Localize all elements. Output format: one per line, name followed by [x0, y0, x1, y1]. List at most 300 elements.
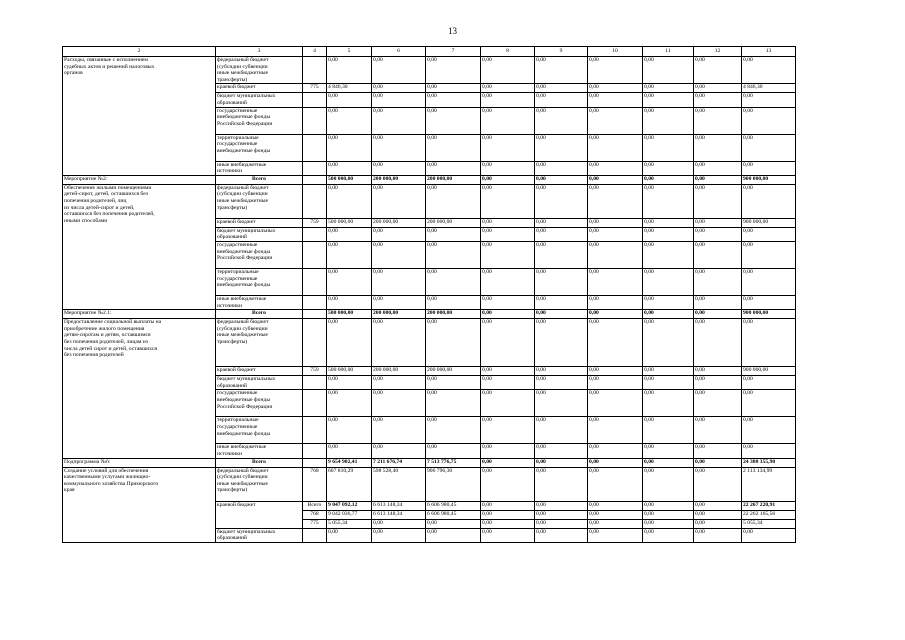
total-label-cell: Всего — [216, 175, 303, 184]
value-cell: 0,00 — [535, 184, 588, 218]
value-cell: 0,00 — [588, 376, 643, 390]
value-cell: 0,00 — [481, 241, 535, 268]
value-cell: 0,00 — [327, 295, 372, 309]
funding-source-cell: иные внебюджетные источники — [216, 161, 303, 175]
value-cell: 500 000,00 — [327, 175, 372, 184]
value-cell: 0,00 — [535, 390, 588, 417]
value-cell: 0,00 — [426, 376, 481, 390]
value-cell: 900 000,00 — [742, 175, 796, 184]
table-row — [63, 319, 796, 367]
funding-source-cell: территориальные государственные внебюджетные фонды — [216, 134, 303, 161]
value-cell: 200 000,00 — [372, 175, 426, 184]
value-cell: 0,00 — [535, 367, 588, 376]
value-cell: 0,00 — [426, 241, 481, 268]
program-name-cell: Создание условий для обеспечения качественными услугами жилищно- коммунального хозяйства Приморского края — [63, 467, 216, 542]
value-cell: 0,00 — [588, 458, 643, 467]
value-cell: 0,00 — [535, 501, 588, 510]
value-cell: 200 000,00 — [426, 367, 481, 376]
value-cell: 0,00 — [588, 227, 643, 241]
value-cell: 0,00 — [481, 268, 535, 295]
value-cell: 0,00 — [742, 107, 796, 134]
value-cell: 0,00 — [481, 107, 535, 134]
value-cell: 0,00 — [742, 528, 796, 542]
value-cell: 0,00 — [372, 134, 426, 161]
value-cell: 0,00 — [588, 134, 643, 161]
value-cell: 0,00 — [643, 367, 694, 376]
value-cell: 0,00 — [426, 57, 481, 84]
value-cell: 0,00 — [535, 241, 588, 268]
code-cell — [303, 376, 327, 390]
code-cell — [303, 319, 327, 367]
header-cell: 9 — [535, 47, 588, 57]
header-cell: 7 — [426, 47, 481, 57]
value-cell: 0,00 — [481, 161, 535, 175]
value-cell: 0,00 — [694, 93, 742, 107]
value-cell: 0,00 — [327, 93, 372, 107]
value-cell: 0,00 — [643, 161, 694, 175]
value-cell: 0,00 — [694, 310, 742, 319]
value-cell: 0,00 — [694, 227, 742, 241]
value-cell: 0,00 — [426, 319, 481, 367]
value-cell: 598 528,40 — [372, 467, 426, 501]
value-cell: 0,00 — [535, 93, 588, 107]
value-cell: 0,00 — [694, 417, 742, 444]
value-cell: 0,00 — [694, 519, 742, 528]
value-cell: 0,00 — [535, 519, 588, 528]
program-name-cell: Мероприятие №2.1: — [63, 310, 216, 319]
funding-source-cell: федеральный бюджет (субсидии субвенции иные межбюджетные трансферты) — [216, 184, 303, 218]
value-cell: 0,00 — [742, 444, 796, 458]
code-cell — [303, 417, 327, 444]
value-cell: 0,00 — [481, 295, 535, 309]
value-cell: 0,00 — [535, 218, 588, 227]
value-cell: 0,00 — [694, 319, 742, 367]
value-cell: 0,00 — [535, 134, 588, 161]
value-cell: 0,00 — [588, 319, 643, 367]
value-cell: 0,00 — [372, 295, 426, 309]
value-cell: 0,00 — [372, 268, 426, 295]
value-cell: 0,00 — [588, 367, 643, 376]
code-cell — [303, 184, 327, 218]
funding-source-cell: территориальные государственные внебюджетные фонды — [216, 417, 303, 444]
funding-source-cell: иные внебюджетные источники — [216, 444, 303, 458]
value-cell: 0,00 — [588, 417, 643, 444]
value-cell: 0,00 — [742, 295, 796, 309]
funding-source-cell: иные внебюджетные источники — [216, 295, 303, 309]
funding-source-cell: бюджет муниципальных образований — [216, 528, 303, 542]
value-cell: 0,00 — [643, 510, 694, 519]
code-cell: 775 — [303, 84, 327, 93]
code-cell: 759 — [303, 367, 327, 376]
value-cell: 0,00 — [535, 175, 588, 184]
value-cell: 0,00 — [372, 57, 426, 84]
value-cell: 0,00 — [694, 467, 742, 501]
value-cell: 0,00 — [372, 417, 426, 444]
value-cell: 0,00 — [535, 161, 588, 175]
value-cell: 0,00 — [535, 310, 588, 319]
value-cell: 0,00 — [588, 295, 643, 309]
funding-source-cell: краевой бюджет — [216, 84, 303, 93]
value-cell: 0,00 — [742, 390, 796, 417]
code-cell — [303, 93, 327, 107]
funding-source-cell: бюджет муниципальных образований — [216, 376, 303, 390]
program-name-cell: Подпрограмма №6: — [63, 458, 216, 467]
value-cell: 0,00 — [742, 134, 796, 161]
budget-table — [62, 46, 796, 543]
code-cell — [303, 458, 327, 467]
value-cell: 200 000,00 — [426, 310, 481, 319]
value-cell: 0,00 — [481, 376, 535, 390]
value-cell: 500 000,00 — [327, 218, 372, 227]
funding-source-cell: краевой бюджет — [216, 501, 303, 528]
value-cell: 900 000,00 — [742, 367, 796, 376]
code-cell — [303, 175, 327, 184]
value-cell: 0,00 — [372, 161, 426, 175]
code-cell — [303, 390, 327, 417]
value-cell: 0,00 — [535, 107, 588, 134]
value-cell: 0,00 — [742, 161, 796, 175]
value-cell: 0,00 — [643, 134, 694, 161]
table-row — [63, 184, 796, 218]
value-cell: 0,00 — [588, 218, 643, 227]
code-cell: 768 — [303, 510, 327, 519]
code-cell: 768 — [303, 467, 327, 501]
value-cell: 0,00 — [327, 241, 372, 268]
header-row — [63, 47, 796, 57]
value-cell: 0,00 — [643, 458, 694, 467]
value-cell: 0,00 — [481, 510, 535, 519]
value-cell: 0,00 — [426, 84, 481, 93]
table-row — [63, 57, 796, 84]
value-cell: 0,00 — [643, 467, 694, 501]
code-cell — [303, 57, 327, 84]
value-cell: 22 262 165,56 — [742, 510, 796, 519]
funding-source-cell: государственные внебюджетные фонды Российской Федерации — [216, 390, 303, 417]
value-cell: 0,00 — [742, 93, 796, 107]
table-row — [63, 458, 796, 467]
value-cell: 0,00 — [588, 444, 643, 458]
value-cell: 0,00 — [643, 295, 694, 309]
funding-source-cell: краевой бюджет — [216, 218, 303, 227]
value-cell: 0,00 — [481, 417, 535, 444]
value-cell: 0,00 — [742, 376, 796, 390]
value-cell: 0,00 — [643, 501, 694, 510]
value-cell: 0,00 — [694, 268, 742, 295]
value-cell: 0,00 — [372, 319, 426, 367]
value-cell: 0,00 — [588, 184, 643, 218]
value-cell: 0,00 — [588, 467, 643, 501]
code-cell — [303, 107, 327, 134]
value-cell: 0,00 — [535, 319, 588, 367]
value-cell: 0,00 — [426, 519, 481, 528]
value-cell: 7 211 676,74 — [372, 458, 426, 467]
value-cell: 0,00 — [372, 241, 426, 268]
header-cell: 12 — [694, 47, 742, 57]
value-cell: 0,00 — [481, 218, 535, 227]
value-cell: 9 047 092,12 — [327, 501, 372, 510]
value-cell: 0,00 — [426, 417, 481, 444]
value-cell: 0,00 — [372, 227, 426, 241]
value-cell: 0,00 — [643, 390, 694, 417]
value-cell: 0,00 — [535, 458, 588, 467]
value-cell: 0,00 — [327, 268, 372, 295]
value-cell: 0,00 — [535, 528, 588, 542]
value-cell: 0,00 — [643, 310, 694, 319]
value-cell: 0,00 — [535, 467, 588, 501]
value-cell: 0,00 — [426, 227, 481, 241]
code-cell: Всего — [303, 501, 327, 510]
value-cell: 0,00 — [742, 184, 796, 218]
value-cell: 0,00 — [481, 444, 535, 458]
value-cell: 200 000,00 — [372, 218, 426, 227]
value-cell: 200 000,00 — [372, 310, 426, 319]
value-cell: 0,00 — [426, 444, 481, 458]
funding-source-cell: бюджет муниципальных образований — [216, 227, 303, 241]
value-cell: 0,00 — [643, 227, 694, 241]
value-cell: 0,00 — [694, 218, 742, 227]
value-cell: 0,00 — [372, 184, 426, 218]
value-cell: 0,00 — [372, 84, 426, 93]
value-cell: 0,00 — [372, 376, 426, 390]
value-cell: 24 380 355,90 — [742, 458, 796, 467]
header-cell: 6 — [372, 47, 426, 57]
value-cell: 0,00 — [481, 458, 535, 467]
value-cell: 607 810,29 — [327, 467, 372, 501]
value-cell: 0,00 — [643, 218, 694, 227]
header-cell: 10 — [588, 47, 643, 57]
value-cell: 0,00 — [327, 161, 372, 175]
value-cell: 0,00 — [481, 93, 535, 107]
value-cell: 0,00 — [694, 458, 742, 467]
funding-source-cell: государственные внебюджетные фонды Российской Федерации — [216, 241, 303, 268]
code-cell — [303, 134, 327, 161]
value-cell: 200 000,00 — [426, 218, 481, 227]
value-cell: 0,00 — [588, 241, 643, 268]
value-cell: 22 267 220,91 — [742, 501, 796, 510]
value-cell: 0,00 — [694, 161, 742, 175]
value-cell: 0,00 — [535, 510, 588, 519]
value-cell: 0,00 — [535, 295, 588, 309]
page-number: 13 — [448, 26, 457, 36]
program-name-cell: Мероприятие №2: — [63, 175, 216, 184]
value-cell: 0,00 — [327, 390, 372, 417]
value-cell: 6 613 148,34 — [372, 510, 426, 519]
header-cell: 5 — [327, 47, 372, 57]
value-cell: 0,00 — [481, 134, 535, 161]
value-cell: 0,00 — [588, 84, 643, 93]
program-name-cell: Обеспечение жилыми помещениями детей-сирот, детей, оставшихся без попечения родителей, лиц из числа детей-сирот и детей, оставшихся без попечения родителей, иными способами — [63, 184, 216, 309]
value-cell: 500 000,00 — [327, 310, 372, 319]
code-cell — [303, 310, 327, 319]
total-label-cell: Всего — [216, 310, 303, 319]
value-cell: 0,00 — [588, 390, 643, 417]
value-cell: 6 613 148,34 — [372, 501, 426, 510]
code-cell — [303, 528, 327, 542]
value-cell: 0,00 — [372, 444, 426, 458]
value-cell: 0,00 — [742, 241, 796, 268]
value-cell: 0,00 — [426, 184, 481, 218]
value-cell: 0,00 — [481, 184, 535, 218]
code-cell — [303, 444, 327, 458]
total-label-cell: Всего — [216, 458, 303, 467]
code-cell — [303, 268, 327, 295]
header-cell: 13 — [742, 47, 796, 57]
value-cell: 0,00 — [742, 57, 796, 84]
value-cell: 0,00 — [588, 161, 643, 175]
code-cell: 759 — [303, 218, 327, 227]
value-cell: 0,00 — [426, 390, 481, 417]
value-cell: 0,00 — [481, 319, 535, 367]
value-cell: 0,00 — [643, 184, 694, 218]
value-cell: 0,00 — [643, 319, 694, 367]
header-cell: 8 — [481, 47, 535, 57]
table-row — [63, 310, 796, 319]
value-cell: 0,00 — [694, 241, 742, 268]
value-cell: 200 000,00 — [426, 175, 481, 184]
value-cell: 0,00 — [481, 57, 535, 84]
value-cell: 0,00 — [372, 107, 426, 134]
code-cell — [303, 295, 327, 309]
value-cell: 4 846,30 — [327, 84, 372, 93]
value-cell: 0,00 — [327, 444, 372, 458]
value-cell: 0,00 — [426, 268, 481, 295]
value-cell: 0,00 — [327, 184, 372, 218]
value-cell: 0,00 — [426, 528, 481, 542]
value-cell: 0,00 — [643, 528, 694, 542]
program-name-cell: Расходы, связанные с исполнением судебных актов и решений налоговых органов — [63, 57, 216, 176]
value-cell: 900 000,00 — [742, 218, 796, 227]
funding-source-cell: краевой бюджет — [216, 367, 303, 376]
value-cell: 0,00 — [481, 227, 535, 241]
funding-source-cell: федеральный бюджет (субсидии субвенции иные межбюджетные трансферты) — [216, 319, 303, 367]
value-cell: 0,00 — [481, 467, 535, 501]
value-cell: 0,00 — [327, 227, 372, 241]
value-cell: 0,00 — [643, 93, 694, 107]
value-cell: 0,00 — [535, 57, 588, 84]
program-name-cell: Предоставление социальной выплаты на приобретение жилого помещения детям-сиротам и детям, оставшимся без попечения родителей, лицам из числа детей сирот и детей, оставшихся без попечения родителей — [63, 319, 216, 458]
value-cell: 6 606 980,45 — [426, 510, 481, 519]
table-row — [63, 175, 796, 184]
value-cell: 0,00 — [742, 268, 796, 295]
value-cell: 0,00 — [742, 227, 796, 241]
value-cell: 0,00 — [643, 175, 694, 184]
header-cell: 4 — [303, 47, 327, 57]
code-cell: 775 — [303, 519, 327, 528]
value-cell: 0,00 — [481, 519, 535, 528]
value-cell: 0,00 — [643, 519, 694, 528]
value-cell: 0,00 — [481, 310, 535, 319]
value-cell: 0,00 — [481, 528, 535, 542]
value-cell: 0,00 — [535, 84, 588, 93]
value-cell: 0,00 — [327, 107, 372, 134]
value-cell: 0,00 — [588, 528, 643, 542]
value-cell: 906 796,30 — [426, 467, 481, 501]
value-cell: 0,00 — [643, 241, 694, 268]
value-cell: 0,00 — [426, 93, 481, 107]
value-cell: 0,00 — [535, 376, 588, 390]
value-cell: 0,00 — [535, 444, 588, 458]
value-cell: 0,00 — [426, 107, 481, 134]
value-cell: 0,00 — [643, 84, 694, 93]
value-cell: 0,00 — [372, 93, 426, 107]
value-cell: 0,00 — [327, 134, 372, 161]
value-cell: 0,00 — [694, 134, 742, 161]
funding-source-cell: государственные внебюджетные фонды Российской Федерации — [216, 107, 303, 134]
value-cell: 0,00 — [372, 519, 426, 528]
value-cell: 0,00 — [588, 501, 643, 510]
value-cell: 0,00 — [742, 417, 796, 444]
value-cell: 0,00 — [588, 107, 643, 134]
value-cell: 0,00 — [535, 417, 588, 444]
value-cell: 0,00 — [694, 390, 742, 417]
value-cell: 0,00 — [327, 57, 372, 84]
value-cell: 5 055,34 — [327, 519, 372, 528]
value-cell: 0,00 — [643, 376, 694, 390]
value-cell: 9 042 036,77 — [327, 510, 372, 519]
header-cell: 11 — [643, 47, 694, 57]
value-cell: 0,00 — [742, 319, 796, 367]
value-cell: 0,00 — [588, 175, 643, 184]
value-cell: 5 055,34 — [742, 519, 796, 528]
value-cell: 900 000,00 — [742, 310, 796, 319]
value-cell: 0,00 — [426, 295, 481, 309]
code-cell — [303, 161, 327, 175]
value-cell: 200 000,00 — [372, 367, 426, 376]
code-cell — [303, 227, 327, 241]
value-cell: 0,00 — [643, 444, 694, 458]
value-cell: 0,00 — [643, 268, 694, 295]
value-cell: 0,00 — [426, 161, 481, 175]
value-cell: 6 606 980,45 — [426, 501, 481, 510]
value-cell: 2 113 134,99 — [742, 467, 796, 501]
value-cell: 0,00 — [327, 528, 372, 542]
value-cell: 0,00 — [588, 310, 643, 319]
value-cell: 0,00 — [694, 57, 742, 84]
value-cell: 0,00 — [327, 319, 372, 367]
value-cell: 0,00 — [694, 376, 742, 390]
value-cell: 0,00 — [588, 510, 643, 519]
value-cell: 7 513 776,75 — [426, 458, 481, 467]
value-cell: 0,00 — [643, 107, 694, 134]
value-cell: 9 654 902,41 — [327, 458, 372, 467]
value-cell: 500 000,00 — [327, 367, 372, 376]
header-cell: 3 — [216, 47, 303, 57]
header-cell: 2 — [63, 47, 216, 57]
value-cell: 0,00 — [694, 184, 742, 218]
value-cell: 0,00 — [694, 367, 742, 376]
value-cell: 0,00 — [426, 134, 481, 161]
value-cell: 0,00 — [481, 501, 535, 510]
value-cell: 0,00 — [694, 107, 742, 134]
code-cell — [303, 241, 327, 268]
value-cell: 0,00 — [372, 528, 426, 542]
value-cell: 0,00 — [694, 510, 742, 519]
value-cell: 0,00 — [588, 93, 643, 107]
table-row — [63, 467, 796, 501]
funding-source-cell: федеральный бюджет (субсидии субвенции иные межбюджетные трансферты) — [216, 467, 303, 501]
value-cell: 0,00 — [694, 295, 742, 309]
value-cell: 0,00 — [588, 268, 643, 295]
value-cell: 0,00 — [535, 227, 588, 241]
value-cell: 0,00 — [535, 268, 588, 295]
funding-source-cell: федеральный бюджет (субсидии субвенции иные межбюджетные трансферты) — [216, 57, 303, 84]
value-cell: 0,00 — [481, 367, 535, 376]
value-cell: 0,00 — [481, 175, 535, 184]
value-cell: 0,00 — [694, 175, 742, 184]
value-cell: 0,00 — [372, 390, 426, 417]
value-cell: 0,00 — [694, 444, 742, 458]
value-cell: 0,00 — [481, 84, 535, 93]
